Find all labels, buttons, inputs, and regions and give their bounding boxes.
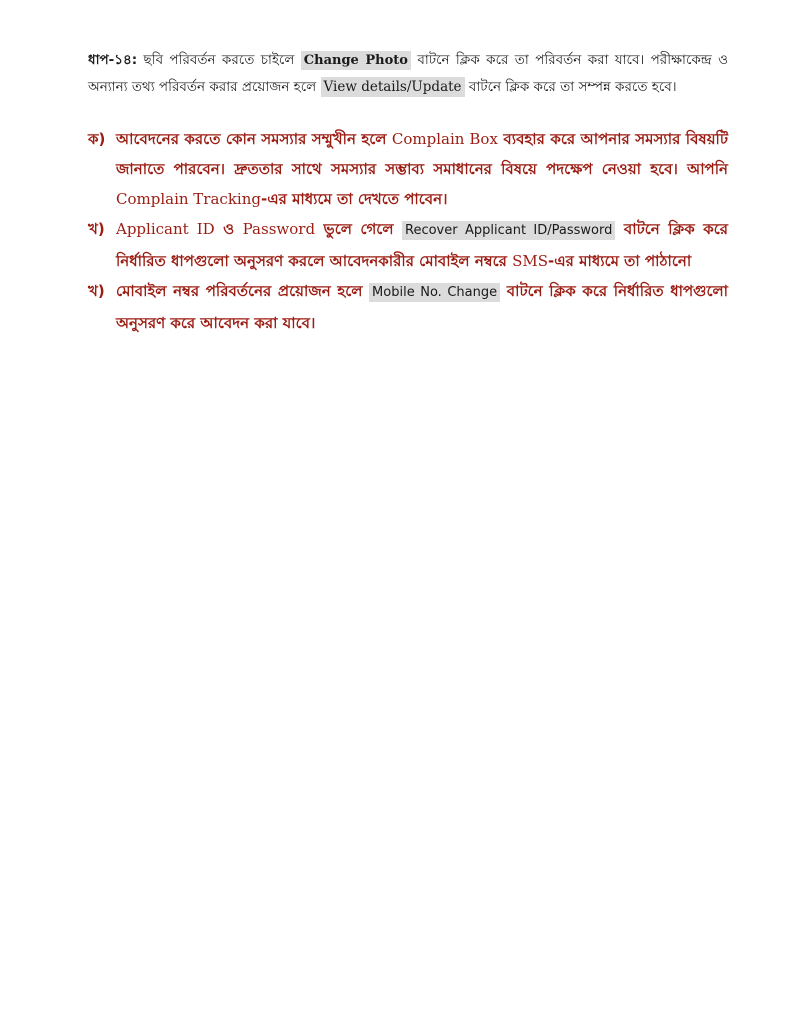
recover-applicant-id-button-reference: Recover Applicant ID/Password [402,221,615,240]
list-item [88,214,728,276]
item-text-part: বাটনে ক্লিক করে নির্ধারিত ধাপগুলো অনুসরণ করলে আবেদনকারীর মোবাইল নম্বরে [116,220,728,270]
complain-box-term: Complain Box [391,130,498,148]
item-marker: খ) [88,220,105,238]
instruction-list [88,124,728,338]
item-text-part: ও [214,220,243,238]
step-label: ধাপ-১৪: [88,52,138,68]
step-text-1: ছবি পরিবর্তন করতে চাইলে [137,52,301,68]
item-text-part: ব্যবহার করে আপনার সমস্যার বিষয়টি জানাতে পারবেন। দ্রুততার সাথে সমস্যার সম্ভাব্য সমাধানের বিষয়ে পদক্ষেপ নেওয়া হবে। আপনি [116,130,728,178]
item-marker: খ) [88,282,105,300]
item-text-part: মোবাইল নম্বর পরিবর্তনের প্রয়োজন হলে [116,282,370,300]
step-text-2: বাটনে ক্লিক করে তা পরিবর্তন করা যাবে। পরীক্ষাকেন্দ্র ও অন্যান্য তথ্য পরিবর্তন করার প্রয়োজন হলে [88,52,729,95]
item-text [116,276,728,338]
item-text-part: বাটনে ক্লিক করে নির্ধারিত ধাপগুলো অনুসরণ করে আবেদন করা যাবে। [116,282,728,332]
item-text-part: আবেদনের করতে কোন সমস্যার সম্মুখীন হলে [116,130,392,148]
mobile-no-change-button-reference: Mobile No. Change [369,283,500,302]
item-text [116,124,728,214]
item-marker: ক) [88,130,106,148]
applicant-id-term: Applicant ID [116,220,215,238]
step-14-paragraph [88,47,728,101]
list-item [88,124,728,214]
item-text-part: ভুলে গেলে [315,220,402,238]
sms-term: SMS [512,252,549,270]
password-term: Password [242,220,316,238]
item-text [116,214,728,276]
view-details-button-reference: View details/Update [321,77,465,97]
complain-tracking-term: Complain Tracking [116,190,261,208]
list-item [88,276,728,338]
change-photo-button-reference: Change Photo [301,51,411,70]
item-text-part: -এর মাধ্যমে তা পাঠানো [548,252,692,270]
item-text-part: -এর মাধ্যমে তা দেখতে পাবেন। [260,190,448,208]
step-text-3: বাটনে ক্লিক করে তা সম্পন্ন করতে হবে। [464,79,677,95]
